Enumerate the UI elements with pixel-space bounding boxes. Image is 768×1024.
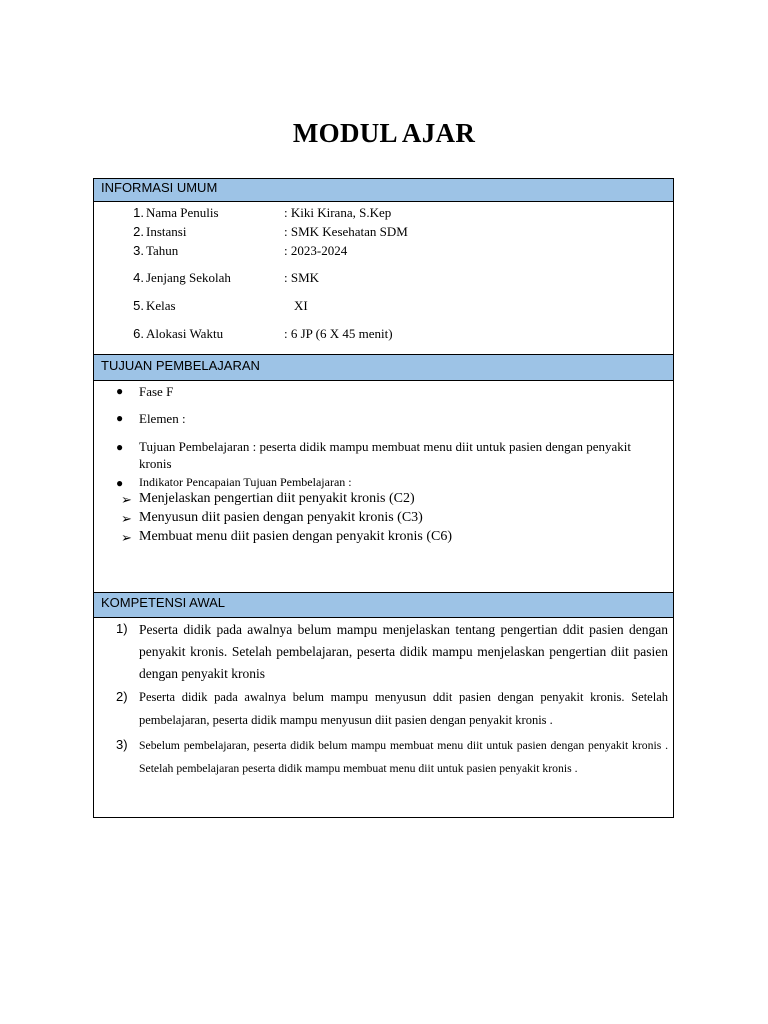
info-item-kelas	[94, 298, 673, 316]
item-value: XI	[294, 298, 308, 313]
section-header-informasi-umum	[94, 179, 673, 202]
bullet-text-fase: Fase F	[139, 384, 174, 399]
item-number: 1)	[116, 621, 128, 636]
info-item-nama-penulis	[94, 205, 673, 223]
item-number: 3)	[116, 737, 128, 752]
item-label: Tahun	[146, 243, 179, 258]
item-value: : 6 JP (6 X 45 menit)	[284, 326, 393, 341]
item-number: 2)	[116, 689, 128, 704]
bullet-icon: ●	[116, 476, 124, 490]
bullet-text-tujuan: Tujuan Pembelajaran : peserta didik mampu membuat menu diit untuk pasien dengan penyakit kronis	[139, 439, 631, 471]
bullet-icon: ●	[116, 411, 124, 425]
section-title: TUJUAN PEMBELAJARAN	[101, 358, 260, 373]
indicator-text: Membuat menu diit pasien dengan penyakit kronis (C6)	[139, 529, 452, 544]
bullet-icon: ●	[116, 384, 124, 398]
item-label: Instansi	[146, 224, 187, 239]
module-table	[93, 178, 674, 818]
indicator-text: Menyusun diit pasien dengan penyakit kronis (C3)	[139, 510, 423, 525]
bullet-icon: ●	[116, 440, 124, 454]
item-number: 2.	[133, 224, 144, 239]
item-number: 5.	[133, 298, 144, 313]
kompetensi-item-3: Sebelum pembelajaran, peserta didik belum mampu membuat menu diit untuk pasien dengan penyakit kronis . Setelah pembelajaran peserta didik mampu membuat menu diit untuk pasien penyakit kronis .	[139, 739, 668, 775]
info-item-jenjang-sekolah	[94, 270, 673, 288]
info-item-tahun	[94, 243, 673, 261]
kompetensi-item-2: Peserta didik pada awalnya belum mampu menyusun ddit pasien dengan penyakit kronis. Setelah pembelajaran, peserta didik mampu menyusun diit pasien dengan penyakit kronis .	[139, 690, 668, 727]
item-value: : Kiki Kirana, S.Kep	[284, 205, 392, 220]
bullet-text-indikator: Indikator Pencapaian Tujuan Pembelajaran :	[139, 475, 352, 489]
info-item-alokasi-waktu	[94, 326, 673, 344]
section-title: INFORMASI UMUM	[101, 180, 218, 195]
indicator-text: Menjelaskan pengertian diit penyakit kronis (C2)	[139, 491, 415, 506]
item-number: 6.	[133, 326, 144, 341]
item-value: : SMK	[284, 270, 320, 285]
arrow-bullet-icon: ➢	[121, 530, 132, 545]
item-label: Jenjang Sekolah	[146, 270, 231, 285]
item-value: : SMK Kesehatan SDM	[284, 224, 408, 239]
kompetensi-item-1: Peserta didik pada awalnya belum mampu menjelaskan tentang pengertian ddit pasien dengan penyakit kronis. Setelah pembelajaran, peserta didik mampu menjelaskan pengertian diit pasien dengan penyakit kronis	[139, 622, 668, 681]
item-label: Nama Penulis	[146, 205, 219, 220]
arrow-bullet-icon: ➢	[121, 511, 132, 526]
item-number: 3.	[133, 243, 144, 258]
section-header-tujuan-pembelajaran	[94, 354, 673, 381]
bullet-text-elemen: Elemen :	[139, 411, 186, 426]
item-label: Kelas	[146, 298, 176, 313]
item-label: Alokasi Waktu	[146, 326, 224, 341]
section-title: KOMPETENSI AWAL	[101, 595, 226, 610]
section-header-kompetensi-awal	[94, 592, 673, 618]
page-title: MODUL AJAR	[292, 118, 476, 148]
item-number: 4.	[133, 270, 144, 285]
info-item-instansi	[94, 224, 673, 242]
arrow-bullet-icon: ➢	[121, 492, 132, 507]
item-number: 1.	[133, 205, 144, 220]
item-value: : 2023-2024	[284, 243, 348, 258]
